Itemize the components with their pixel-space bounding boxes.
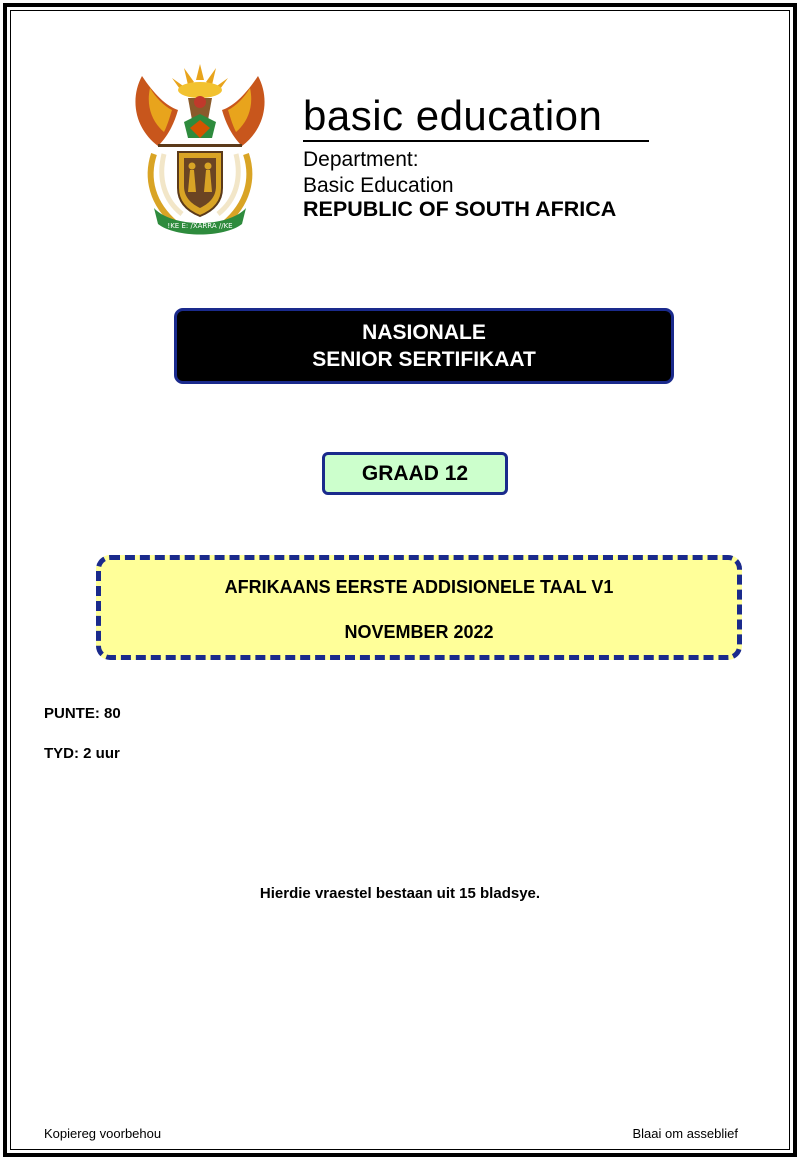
brand-title: basic education bbox=[303, 92, 603, 139]
certificate-line-1: NASIONALE bbox=[362, 321, 486, 344]
coat-of-arms-icon bbox=[128, 58, 272, 238]
marks-total: PUNTE: 80 bbox=[44, 705, 121, 722]
copyright-footer: Kopiereg voorbehou bbox=[44, 1126, 162, 1141]
subject-panel bbox=[96, 555, 742, 660]
turn-over-footer: Blaai om asseblief bbox=[632, 1126, 738, 1141]
country-name: REPUBLIC OF SOUTH AFRICA bbox=[303, 197, 617, 221]
department-name: Basic Education bbox=[303, 174, 454, 197]
exam-session: NOVEMBER 2022 bbox=[344, 622, 494, 642]
subject-title: AFRIKAANS EERSTE ADDISIONELE TAAL V1 bbox=[224, 577, 614, 597]
certificate-line-2: SENIOR SERTIFIKAAT bbox=[312, 348, 536, 371]
department-label: Department: bbox=[303, 148, 419, 171]
grade-label: GRAAD 12 bbox=[361, 461, 469, 485]
brand-divider bbox=[303, 140, 649, 142]
crest-motto: !KE E: /XARRA //KE bbox=[167, 222, 233, 230]
grade-badge bbox=[322, 452, 508, 495]
certificate-banner bbox=[174, 308, 674, 384]
exam-duration: TYD: 2 uur bbox=[44, 745, 120, 762]
page-count-note: Hierdie vraestel bestaan uit 15 bladsye. bbox=[259, 885, 541, 902]
